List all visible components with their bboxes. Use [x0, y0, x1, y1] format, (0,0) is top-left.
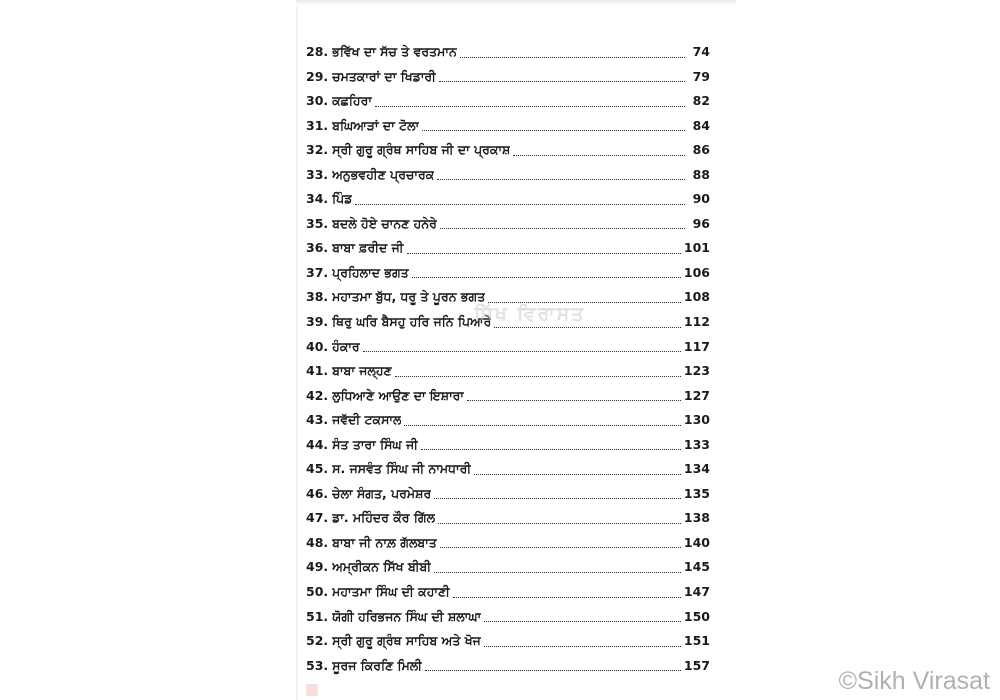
toc-entry-title: ਲੁਧਿਆਣੇ ਆਉਣ ਦਾ ਇਸ਼ਾਰਾ — [332, 387, 465, 403]
toc-entry-title: ਬਾਬਾ ਜੀ ਨਾਲ਼ ਗੱਲਬਾਤ — [332, 534, 437, 550]
toc-entry-page: 86 — [692, 142, 710, 158]
toc-entry-page: 157 — [683, 657, 710, 673]
toc-entry-number: 53. — [306, 657, 329, 673]
page-corner-mark — [306, 684, 318, 696]
dot-leader — [488, 301, 681, 303]
dot-leader — [437, 178, 685, 180]
toc-entry — [306, 65, 710, 90]
dot-leader — [434, 497, 681, 499]
dot-leader — [494, 326, 681, 328]
table-of-contents — [306, 40, 710, 678]
toc-entry — [306, 654, 710, 679]
toc-entry-number: 34. — [306, 191, 329, 207]
toc-entry-title: ਪਿੰਡ — [332, 191, 353, 207]
toc-entry-page: 150 — [683, 608, 710, 624]
dot-leader — [425, 669, 681, 671]
toc-entry-number: 38. — [306, 289, 329, 305]
toc-entry-page: 74 — [692, 44, 710, 59]
toc-entry-page: 140 — [683, 534, 710, 550]
toc-entry-number: 30. — [306, 93, 329, 109]
toc-entry-title: ਸੰਤ ਤਾਰਾ ਸਿੰਘ ਜੀ — [332, 436, 419, 452]
toc-entry-number: 29. — [306, 68, 329, 84]
toc-entry-title: ਕਛਹਿਰਾ — [332, 93, 372, 109]
toc-entry-title: ਥਿਰੁ ਘਰਿ ਬੈਸਹੁ ਹਰਿ ਜਨਿ ਪਿਆਰੇ — [332, 314, 492, 330]
toc-entry — [306, 285, 710, 310]
toc-entry-page: 79 — [692, 68, 710, 84]
copyright-watermark: ©Sikh Virasat — [838, 667, 990, 695]
toc-entry-page: 135 — [683, 485, 710, 501]
toc-entry — [306, 335, 710, 360]
toc-entry-title: ਬਾਬਾ ਜਲ੍ਹਣ — [332, 363, 392, 379]
toc-entry-page: 138 — [683, 510, 710, 526]
toc-entry-title: ਬਾਬਾ ਫ਼ਰੀਦ ਜੀ — [332, 240, 404, 256]
background-watermark: ਸਿੱਖ ਵਿਰਾਸਤ — [474, 303, 586, 325]
toc-entry-number: 35. — [306, 215, 329, 231]
dot-leader — [460, 56, 685, 58]
toc-entry-page: 84 — [692, 117, 710, 133]
toc-entry-title: ਡਾ. ਮਹਿੰਦਰ ਕੌਰ ਗਿੱਲ — [332, 510, 436, 526]
toc-entry-title: ਭਵਿੱਖ ਦਾ ਸੱਚ ਤੇ ਵਰਤਮਾਨ — [332, 44, 457, 59]
toc-entry-page: 90 — [692, 191, 710, 207]
toc-entry-page: 133 — [683, 436, 710, 452]
toc-entry-number: 41. — [306, 363, 329, 379]
toc-entry-title: ਮਹਾਤਮਾ ਬੁੱਧ, ਧਰੂ ਤੇ ਪੂਰਨ ਭਗਤ — [332, 289, 486, 305]
toc-entry-page: 127 — [683, 387, 710, 403]
toc-entry — [306, 531, 710, 556]
dot-leader — [421, 448, 681, 450]
toc-entry-number: 33. — [306, 166, 329, 182]
toc-entry-number: 37. — [306, 264, 329, 280]
toc-entry-number: 49. — [306, 559, 329, 575]
toc-entry-page: 130 — [683, 412, 710, 428]
toc-entry-title: ਚੇਲਾ ਸੰਗਤ, ਪਰਮੇਸ਼ਰ — [332, 485, 432, 501]
dot-leader — [363, 350, 681, 352]
toc-entry — [306, 212, 710, 237]
toc-entry-number: 50. — [306, 584, 329, 600]
page-edge-shadow — [296, 0, 299, 700]
dot-leader — [422, 129, 685, 131]
toc-entry — [306, 629, 710, 654]
toc-entry-title: ਯੋਗੀ ਹਰਿਭਜਨ ਸਿੰਘ ਦੀ ਸ਼ਲਾਘਾ — [332, 608, 482, 624]
toc-entry-number: 36. — [306, 240, 329, 256]
toc-entry — [306, 457, 710, 482]
toc-entry — [306, 384, 710, 409]
dot-leader — [439, 80, 685, 82]
toc-entry-number: 48. — [306, 534, 329, 550]
toc-entry-number: 42. — [306, 387, 329, 403]
toc-entry — [306, 236, 710, 261]
toc-entry — [306, 310, 710, 335]
page-top-shadow — [296, 0, 736, 6]
toc-entry-title: ਸੂਰਜ ਕਿਰਣਿ ਮਿਲੀ — [332, 657, 423, 673]
dot-leader — [484, 645, 681, 647]
toc-entry-title: ਅਮ੍ਰੀਕਨ ਸਿੱਖ ਬੀਬੀ — [332, 559, 432, 575]
toc-entry-page: 123 — [683, 363, 710, 379]
toc-entry-number: 31. — [306, 117, 329, 133]
dot-leader — [440, 546, 681, 548]
toc-entry-page: 112 — [683, 314, 710, 330]
toc-entry-page: 117 — [683, 338, 710, 354]
toc-entry-number: 51. — [306, 608, 329, 624]
toc-entry-page: 145 — [683, 559, 710, 575]
toc-entry — [306, 482, 710, 507]
toc-entry-page: 82 — [692, 93, 710, 109]
toc-entry-page: 101 — [683, 240, 710, 256]
toc-entry — [306, 359, 710, 384]
toc-entry-title: ਸ੍ਰੀ ਗੁਰੂ ਗ੍ਰੰਥ ਸਾਹਿਬ ਅਤੇ ਖੋਜ — [332, 633, 481, 649]
toc-entry — [306, 163, 710, 188]
toc-entry-number: 52. — [306, 633, 329, 649]
dot-leader — [484, 620, 681, 622]
toc-entry — [306, 114, 710, 139]
toc-entry-number: 44. — [306, 436, 329, 452]
dot-leader — [438, 522, 681, 524]
dot-leader — [467, 399, 681, 401]
toc-entry-number: 46. — [306, 485, 329, 501]
toc-entry — [306, 433, 710, 458]
toc-entry-number: 28. — [306, 44, 329, 59]
toc-entry-number: 47. — [306, 510, 329, 526]
toc-entry — [306, 555, 710, 580]
toc-entry-title: ਅਨੁਭਵਹੀਣ ਪ੍ਰਚਾਰਕ — [332, 166, 435, 182]
dot-leader — [434, 571, 681, 573]
toc-entry-title: ਪ੍ਰਹਿਲਾਦ ਭਗਤ — [332, 264, 409, 280]
toc-entry — [306, 89, 710, 114]
toc-entry-page: 151 — [683, 633, 710, 649]
toc-entry-title: ਮਹਾਤਮਾ ਸਿੰਘ ਦੀ ਕਹਾਣੀ — [332, 584, 450, 600]
toc-entry-page: 134 — [683, 461, 710, 477]
toc-entry-title: ਬਦਲੇ ਹੋਏ ਚਾਨਣ ਹਨੇਰੇ — [332, 215, 437, 231]
toc-entry-number: 43. — [306, 412, 329, 428]
dot-leader — [440, 227, 685, 229]
dot-leader — [355, 203, 685, 205]
toc-entry-number: 45. — [306, 461, 329, 477]
toc-entry — [306, 138, 710, 163]
toc-entry-page: 96 — [692, 215, 710, 231]
toc-entry-page: 88 — [692, 166, 710, 182]
toc-entry-title: ਸ. ਜਸਵੰਤ ਸਿੰਘ ਜੀ ਨਾਮਧਾਰੀ — [332, 461, 472, 477]
toc-entry-number: 32. — [306, 142, 329, 158]
toc-entry-title: ਸ੍ਰੀ ਗੁਰੂ ਗ੍ਰੰਥ ਸਾਹਿਬ ਜੀ ਦਾ ਪ੍ਰਕਾਸ਼ — [332, 142, 511, 158]
dot-leader — [407, 252, 681, 254]
toc-entry-page: 108 — [683, 289, 710, 305]
toc-entry — [306, 580, 710, 605]
toc-entry-number: 40. — [306, 338, 329, 354]
dot-leader — [395, 375, 681, 377]
toc-entry-page: 147 — [683, 584, 710, 600]
dot-leader — [375, 105, 685, 107]
toc-entry-title: ਜਵੱਦੀ ਟਕਸਾਲ — [332, 412, 402, 428]
dot-leader — [453, 596, 681, 598]
toc-entry — [306, 261, 710, 286]
dot-leader — [474, 473, 681, 475]
toc-entry — [306, 506, 710, 531]
toc-entry-title: ਹੰਕਾਰ — [332, 338, 360, 354]
toc-entry — [306, 408, 710, 433]
dot-leader — [412, 276, 681, 278]
toc-entry-page: 106 — [683, 264, 710, 280]
toc-entry — [306, 40, 710, 65]
toc-entry-title: ਚਮਤਕਾਰਾਂ ਦਾ ਖਿਡਾਰੀ — [332, 68, 436, 84]
toc-entry-title: ਬਘਿਆੜਾਂ ਦਾ ਟੋਲਾ — [332, 117, 420, 133]
dot-leader — [404, 424, 680, 426]
toc-entry — [306, 605, 710, 630]
toc-entry-number: 39. — [306, 314, 329, 330]
toc-entry — [306, 187, 710, 212]
dot-leader — [513, 154, 685, 156]
